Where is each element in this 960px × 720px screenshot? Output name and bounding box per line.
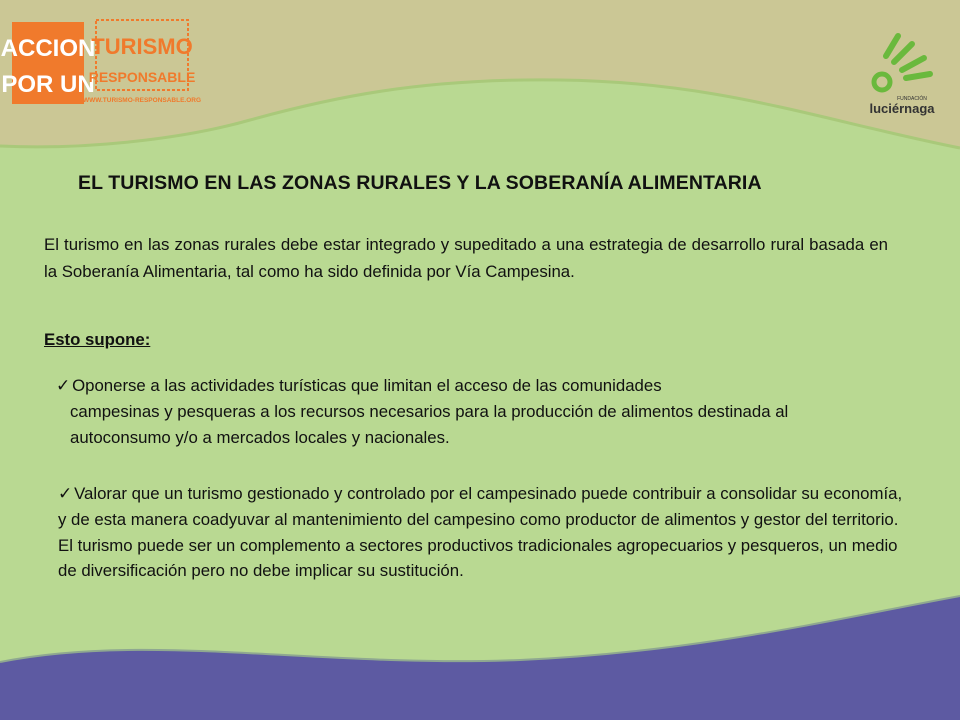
bullet-1-continuation: campesinas y pesqueras a los recursos necesarios para la producción de alimentos destinada al autoconsumo y/o a mercados locales y nacionales. [70, 402, 789, 447]
bullet-1-first-line: Oponerse a las actividades turísticas que limitan el acceso de las comunidades [72, 376, 662, 395]
bullet-2-text: Valorar que un turismo gestionado y controlado por el campesinado puede contribuir a consolidar su economía, y de esta manera coadyuvar al mantenimiento del campesino como productor de alimentos y gestor del territorio. El turismo puede ser un complemento a sectores productivos tradicionales agropecuarios y pesqueros, un medio de diversificación pero no debe implicar su sustitución. [58, 484, 903, 581]
svg-text:FUNDACIÓN: FUNDACIÓN [897, 96, 927, 102]
checkmark-icon: ✓ [58, 484, 73, 503]
section-subheading: Esto supone: [44, 330, 151, 349]
accion-turismo-responsable-logo [0, 20, 202, 106]
bullet-item-1 [56, 373, 886, 451]
page-title: EL TURISMO EN LAS ZONAS RURALES Y LA SOBERANÍA ALIMENTARIA [78, 172, 762, 194]
checkmark-icon: ✓ [56, 376, 71, 395]
svg-text:luciérnaga: luciérnaga [869, 101, 935, 116]
svg-text:TURISMO: TURISMO [91, 34, 193, 59]
svg-text:ACCION: ACCION [0, 35, 96, 62]
fundacion-luciernaga-logo [868, 32, 936, 118]
intro-paragraph: El turismo en las zonas rurales debe estar integrado y supeditado a una estrategia de desarrollo rural basada en la Soberanía Alimentaria, tal como ha sido definida por Vía Campesina. [44, 235, 888, 281]
svg-text:WWW.TURISMO-RESPONSABLE.ORG: WWW.TURISMO-RESPONSABLE.ORG [82, 97, 202, 104]
bullet-item-2 [58, 481, 908, 584]
svg-text:POR UN: POR UN [1, 71, 95, 98]
svg-text:RESPONSABLE: RESPONSABLE [88, 69, 196, 85]
